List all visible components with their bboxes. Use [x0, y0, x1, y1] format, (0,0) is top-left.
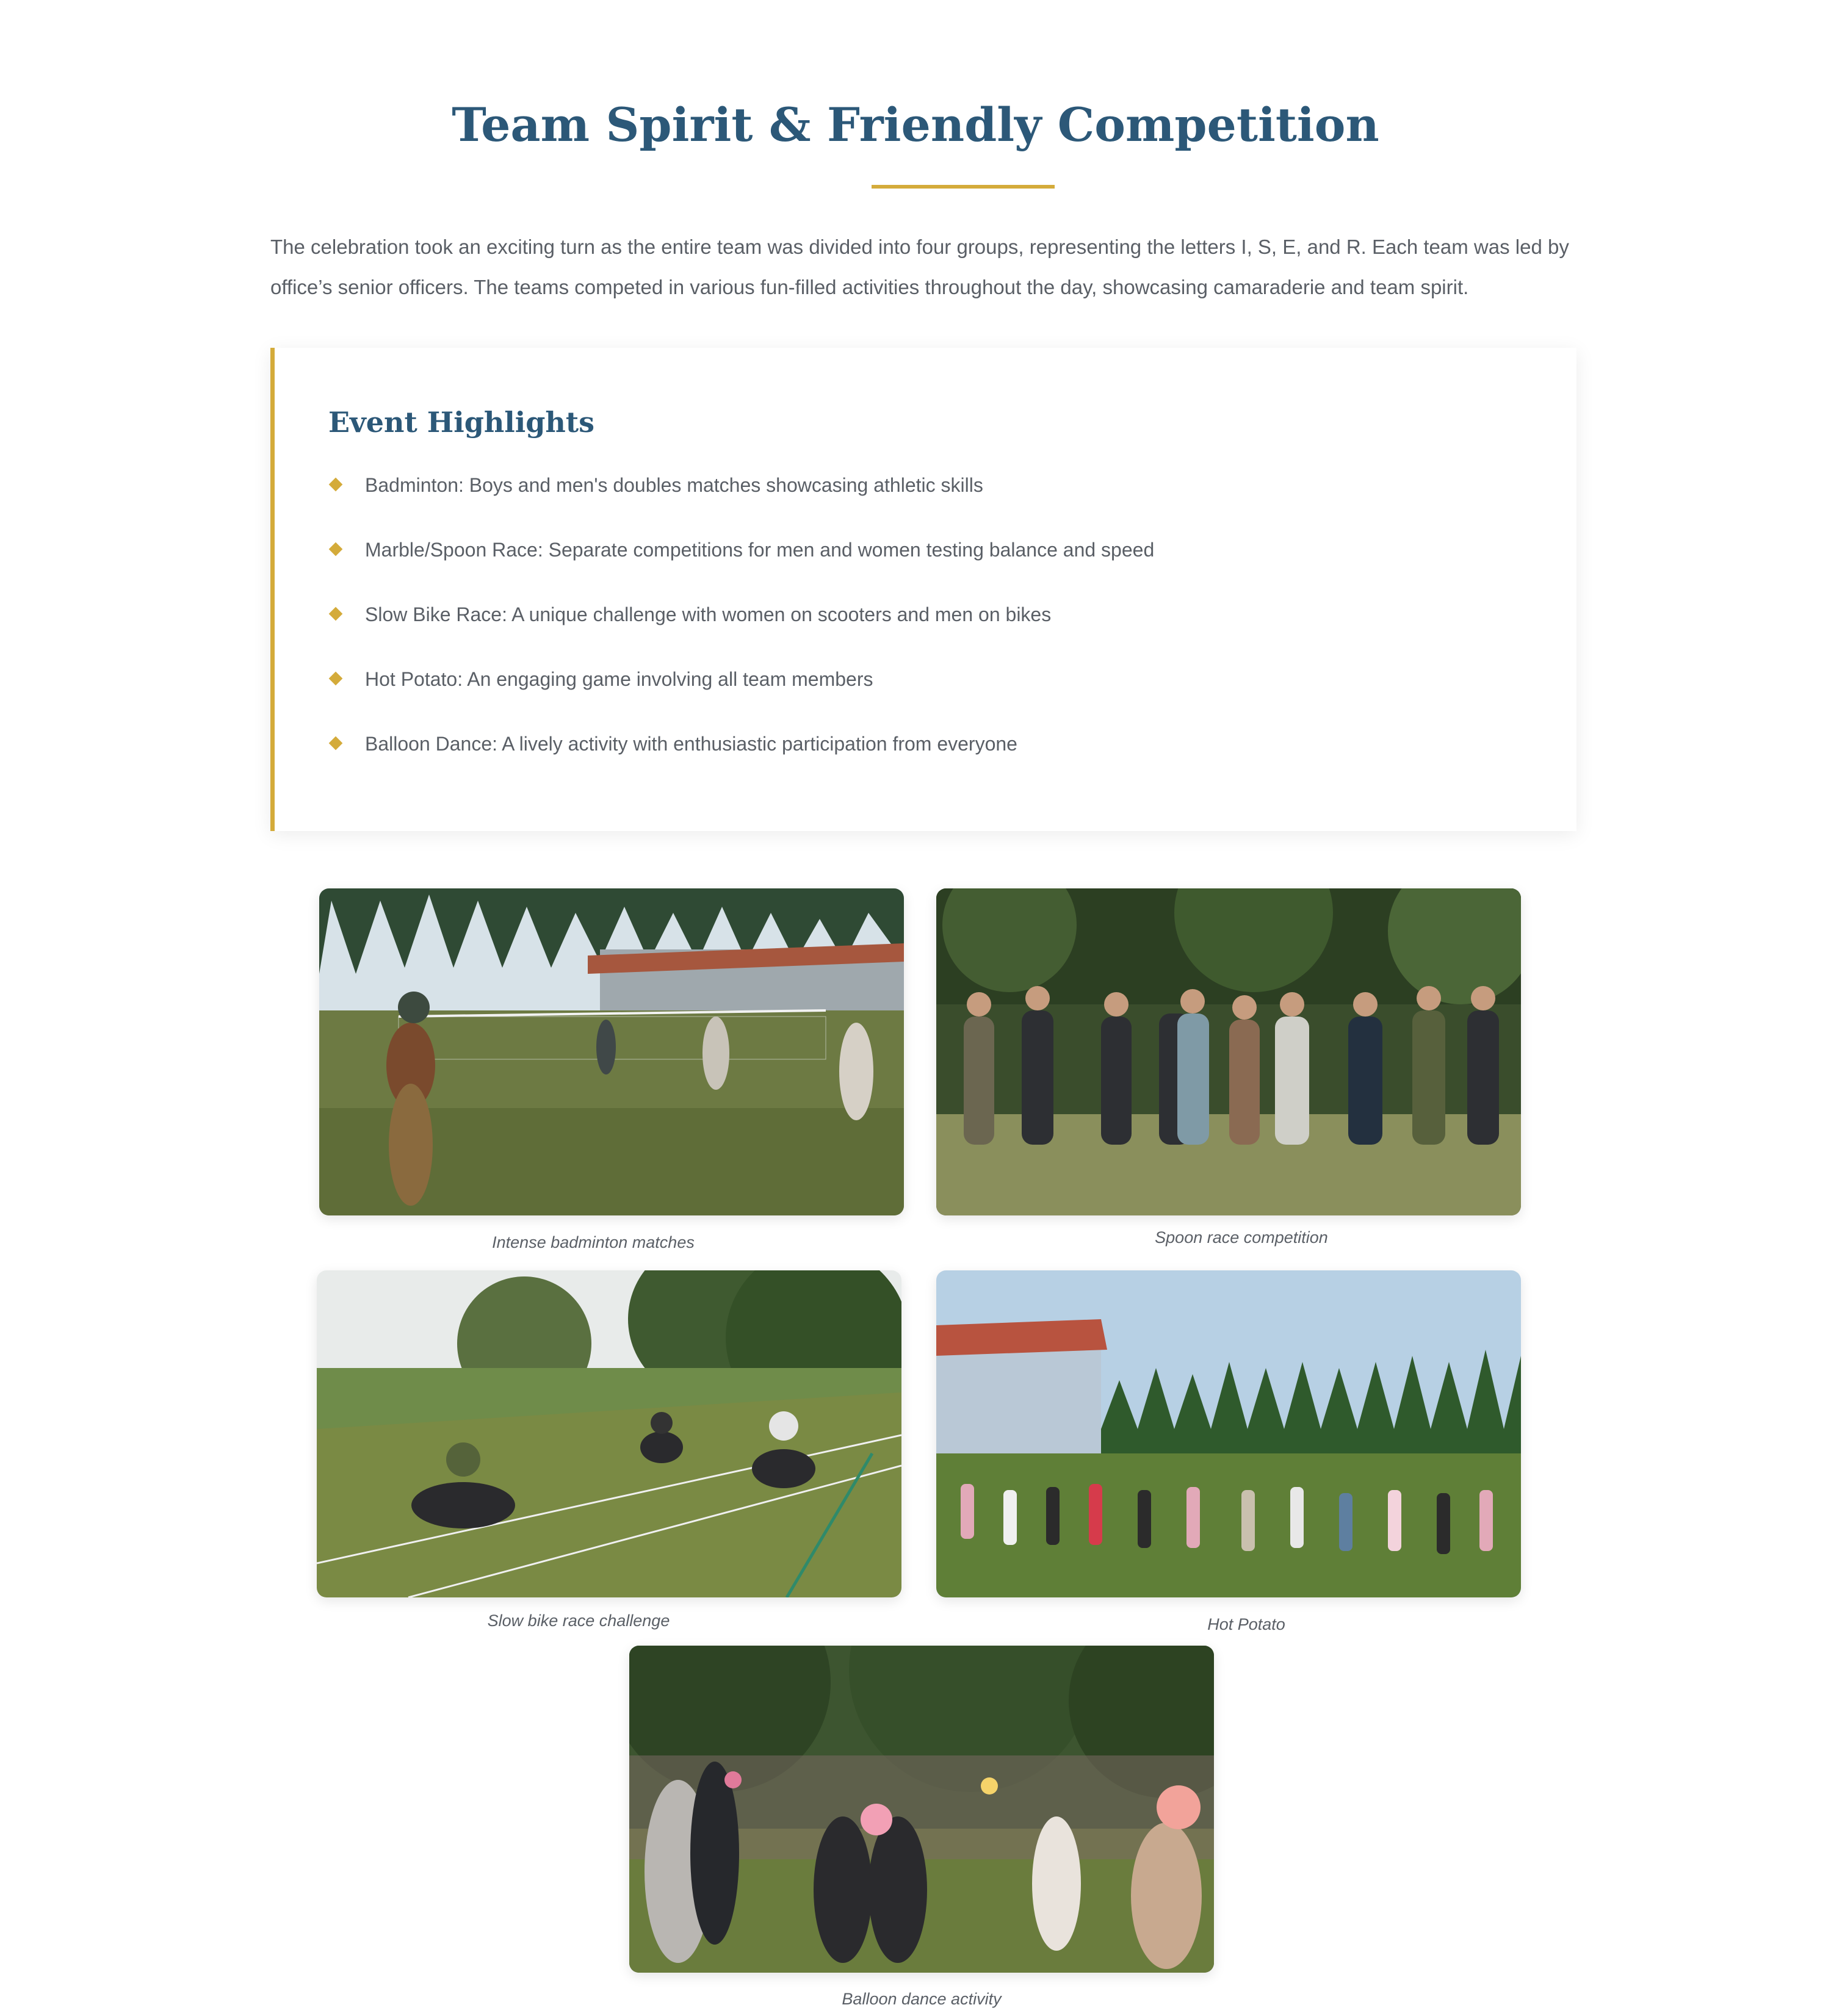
highlight-item-badminton [328, 470, 1488, 535]
highlight-text: Badminton: Boys and men's doubles matches showcasing athletic skills [365, 474, 983, 496]
badminton-image [319, 888, 904, 1215]
bike-race-image [317, 1270, 901, 1597]
diamond-bullet-icon [329, 736, 343, 751]
highlight-item-balloon-dance [328, 729, 1488, 793]
spoon-race-photo[interactable] [936, 888, 1521, 1215]
balloon-dance-photo[interactable] [629, 1646, 1214, 1973]
title-underline [872, 185, 1055, 189]
diamond-bullet-icon [329, 672, 343, 686]
hot-potato-image [936, 1270, 1521, 1597]
highlight-text: Slow Bike Race: A unique challenge with women on scooters and men on bikes [365, 603, 1052, 625]
highlight-text: Balloon Dance: A lively activity with enthusiastic participation from everyone [365, 733, 1017, 755]
highlight-item-spoon-race [328, 535, 1488, 599]
highlight-text: Hot Potato: An engaging game involving all team members [365, 668, 873, 690]
highlight-text: Marble/Spoon Race: Separate competitions for men and women testing balance and speed [365, 539, 1155, 561]
photo-caption: Slow bike race challenge [487, 1611, 670, 1630]
bike-race-photo[interactable] [317, 1270, 901, 1597]
highlights-list [328, 470, 1488, 793]
diamond-bullet-icon [329, 607, 343, 621]
diamond-bullet-icon [329, 478, 343, 492]
intro-paragraph: The celebration took an exciting turn as the entire team was divided into four groups, representing the letters I, S, E, and R. Each team was led by office’s senior officers. The teams competed in various fun-filled activities throughout the day, showcasing camaraderie and team spirit. [270, 236, 1569, 298]
section-title: Team Spirit & Friendly Competition [452, 98, 1379, 152]
photo-caption: Intense badminton matches [492, 1233, 695, 1251]
photo-caption: Spoon race competition [1155, 1228, 1328, 1247]
photo-caption: Hot Potato [1207, 1615, 1285, 1633]
badminton-photo[interactable] [319, 888, 904, 1215]
event-highlights-card [270, 348, 1576, 831]
highlight-item-hot-potato [328, 664, 1488, 729]
balloon-dance-image [629, 1646, 1214, 1973]
photo-caption: Balloon dance activity [842, 1990, 1002, 2008]
highlight-item-slow-bike-race [328, 599, 1488, 664]
diamond-bullet-icon [329, 542, 343, 556]
highlights-title: Event Highlights [328, 406, 595, 439]
hot-potato-photo[interactable] [936, 1270, 1521, 1597]
spoon-race-image [936, 888, 1521, 1215]
